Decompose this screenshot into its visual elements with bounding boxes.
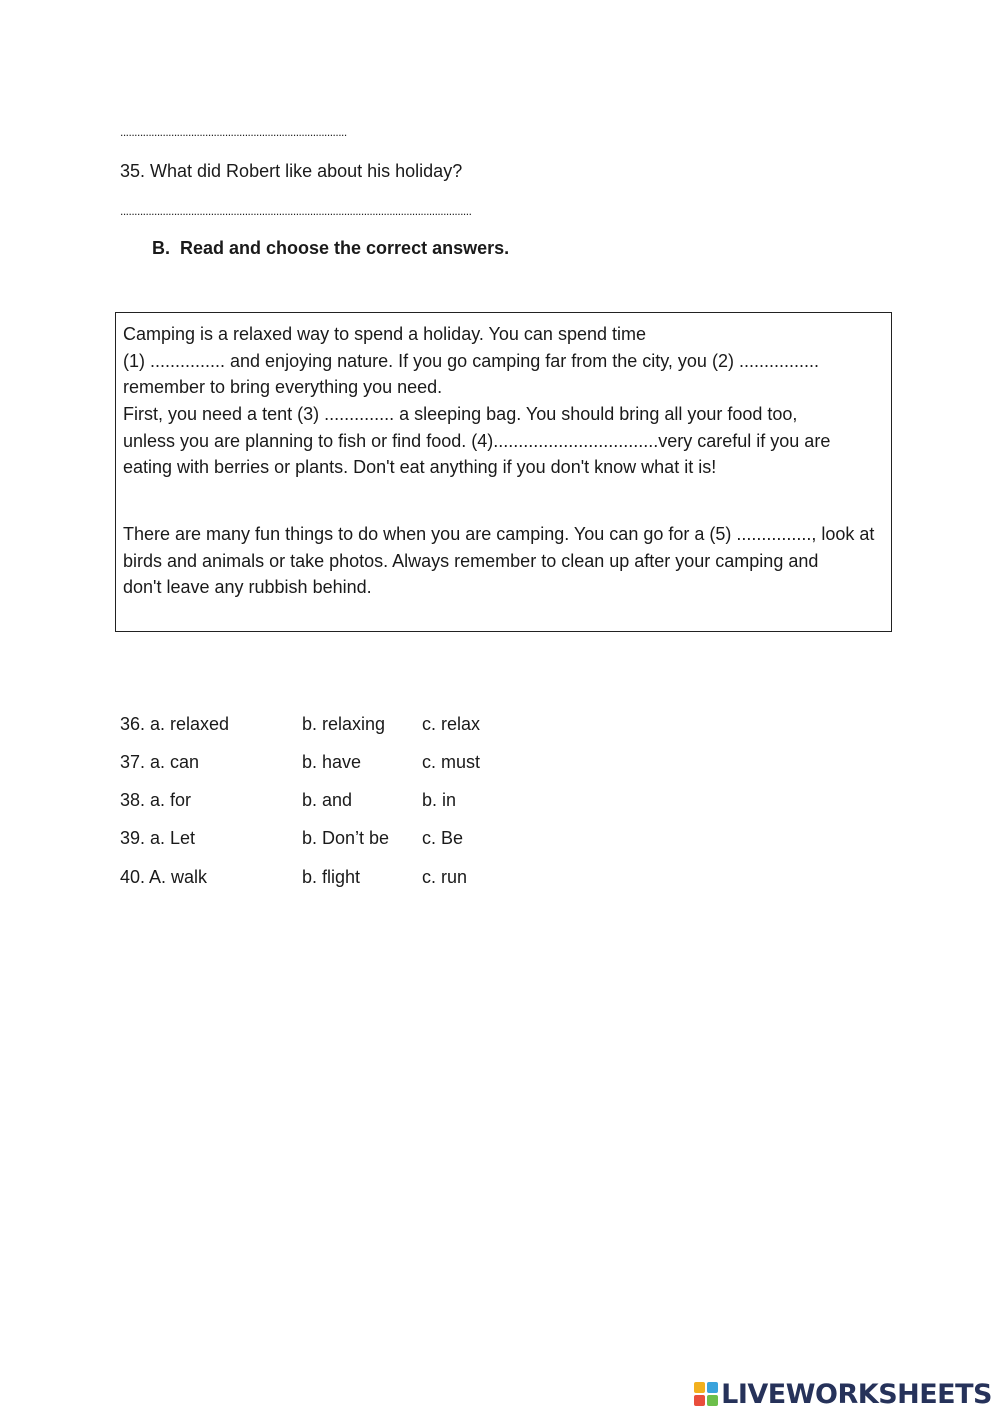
- passage-line: don't leave any rubbish behind.: [123, 577, 372, 597]
- option-b[interactable]: b. and: [302, 790, 353, 810]
- option-c[interactable]: c. run: [422, 867, 468, 887]
- passage-line: First, you need a tent (3) .............. a sleeping bag. You should bring all your food too,: [123, 404, 798, 424]
- answer-line-35: ............................................................................................................................: [120, 204, 472, 218]
- option-b[interactable]: b. relaxing: [302, 714, 386, 734]
- option-c[interactable]: c. Be: [422, 828, 464, 848]
- passage-line: eating with berries or plants. Don't eat anything if you don't know what it is!: [123, 457, 717, 477]
- section-b-heading: B. Read and choose the correct answers.: [152, 238, 510, 258]
- option-b[interactable]: b. Don’t be: [302, 828, 390, 848]
- option-c[interactable]: c. must: [422, 752, 481, 772]
- passage-line: Camping is a relaxed way to spend a holiday. You can spend time: [123, 324, 646, 344]
- question-35: 35. What did Robert like about his holiday?: [120, 161, 463, 181]
- option-b[interactable]: b. flight: [302, 867, 361, 887]
- logo-tile: [707, 1382, 718, 1393]
- logo-tile: [694, 1395, 705, 1406]
- passage-line: (1) ............... and enjoying nature. If you go camping far from the city, you (2) ................: [123, 351, 819, 371]
- logo-tiles-icon: [694, 1382, 718, 1406]
- logo-tile: [694, 1382, 705, 1393]
- option-b[interactable]: b. have: [302, 752, 362, 772]
- option-a[interactable]: 40. A. walk: [120, 867, 208, 887]
- passage-line: birds and animals or take photos. Always remember to clean up after your camping and: [123, 551, 819, 571]
- passage-box: [115, 312, 892, 632]
- passage-line: unless you are planning to fish or find food. (4).................................very careful if you are: [123, 431, 831, 451]
- answer-line-34: ................................................................................: [120, 125, 347, 139]
- passage-line: remember to bring everything you need.: [123, 377, 443, 397]
- option-a[interactable]: 39. a. Let: [120, 828, 196, 848]
- logo-tile: [707, 1395, 718, 1406]
- option-a[interactable]: 38. a. for: [120, 790, 192, 810]
- liveworksheets-logo[interactable]: [694, 1376, 992, 1412]
- logo-text: LIVEWORKSHEETS: [721, 1378, 992, 1410]
- option-a[interactable]: 36. a. relaxed: [120, 714, 230, 734]
- option-a[interactable]: 37. a. can: [120, 752, 200, 772]
- option-c[interactable]: c. relax: [422, 714, 481, 734]
- option-c[interactable]: b. in: [422, 790, 457, 810]
- passage-line: There are many fun things to do when you are camping. You can go for a (5) ..............., look at: [123, 524, 875, 544]
